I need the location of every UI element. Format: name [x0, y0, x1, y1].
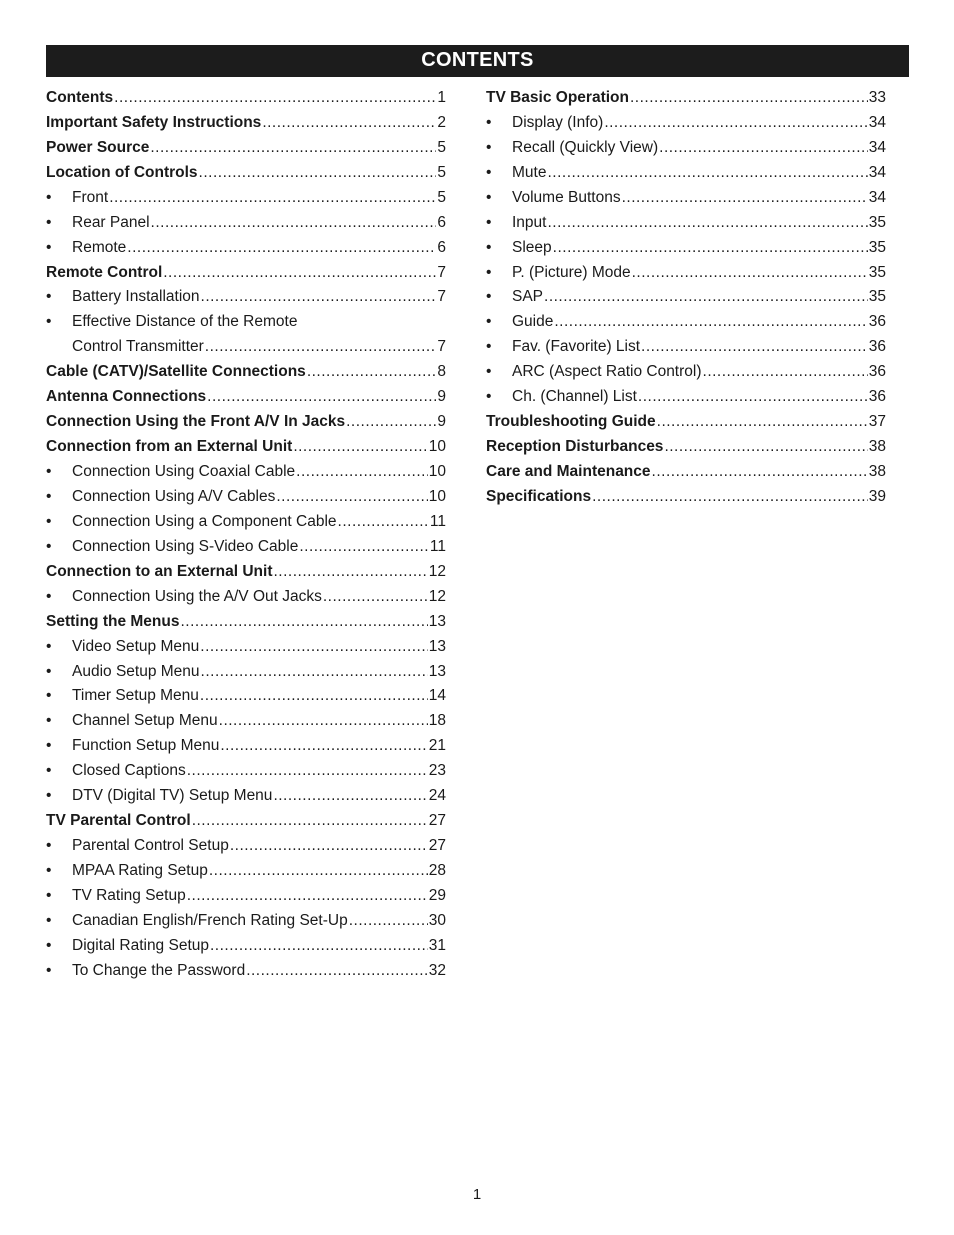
toc-label: Connection from an External Unit: [46, 438, 293, 456]
toc-subentry[interactable]: [46, 635, 446, 660]
bullet-icon: •: [46, 463, 52, 481]
dot-leader: [210, 934, 428, 959]
dot-leader: [109, 186, 436, 211]
toc-label: Front: [72, 188, 109, 206]
toc-label: Setting the Menus: [46, 612, 180, 630]
dot-leader: [544, 285, 868, 310]
toc-subentry[interactable]: [46, 335, 446, 360]
dot-leader: [199, 161, 437, 186]
toc-subentry[interactable]: [46, 934, 446, 959]
bullet-icon: •: [486, 188, 492, 206]
bullet-icon: •: [46, 911, 52, 929]
toc-subentry[interactable]: [46, 734, 446, 759]
toc-section-entry[interactable]: [486, 410, 886, 435]
toc-page-number: 14: [428, 687, 446, 705]
dot-leader: [192, 809, 428, 834]
bullet-icon: •: [486, 263, 492, 281]
toc-label: Parental Control Setup: [72, 837, 229, 855]
toc-page-number: 24: [428, 787, 446, 805]
dot-leader: [622, 186, 868, 211]
toc-label: DTV (Digital TV) Setup Menu: [72, 787, 273, 805]
toc-page-number: 23: [428, 762, 446, 780]
toc-label: Channel Setup Menu: [72, 712, 218, 730]
toc-section-entry[interactable]: [46, 385, 446, 410]
toc-subentry[interactable]: [46, 310, 446, 335]
dot-leader: [604, 111, 867, 136]
toc-page-number: 6: [437, 238, 446, 256]
toc-page-number: 32: [428, 961, 446, 979]
dot-leader: [180, 610, 427, 635]
toc-page-number: 36: [868, 338, 886, 356]
dot-leader: [219, 709, 428, 734]
bullet-icon: •: [486, 338, 492, 356]
page-number: 1: [472, 1186, 482, 1203]
dot-leader: [293, 435, 427, 460]
toc-label: ARC (Aspect Ratio Control): [512, 363, 702, 381]
bullet-icon: •: [46, 188, 52, 206]
toc-page-number: 2: [437, 113, 446, 131]
toc-page-number: 9: [437, 388, 446, 406]
toc-page-number: 29: [428, 886, 446, 904]
bullet-icon: •: [46, 862, 52, 880]
bullet-icon: •: [46, 238, 52, 256]
dot-leader: [200, 684, 428, 709]
toc-label: Sleep: [512, 238, 552, 256]
dot-leader: [187, 884, 428, 909]
toc-label: Antenna Connections: [46, 388, 207, 406]
toc-label: Remote Control: [46, 263, 163, 281]
toc-subentry[interactable]: [46, 759, 446, 784]
toc-page-number: 36: [868, 363, 886, 381]
dot-leader: [230, 834, 428, 859]
dot-leader: [246, 959, 428, 984]
toc-section-entry[interactable]: [46, 86, 446, 111]
toc-page-number: 33: [868, 88, 886, 106]
toc-page-number: 36: [868, 388, 886, 406]
toc-page-number: 31: [428, 936, 446, 954]
bullet-icon: •: [486, 238, 492, 256]
toc-label: Volume Buttons: [512, 188, 621, 206]
bullet-icon: •: [46, 587, 52, 605]
toc-page-number: 9: [437, 413, 446, 431]
toc-page-number: 27: [428, 812, 446, 830]
contents-banner: [46, 45, 909, 77]
toc-subentry[interactable]: [46, 884, 446, 909]
dot-leader: [201, 285, 437, 310]
toc-page-number: 8: [437, 363, 446, 381]
dot-leader: [641, 335, 868, 360]
bullet-icon: •: [46, 313, 52, 331]
dot-leader: [205, 335, 437, 360]
toc-page-number: 13: [428, 637, 446, 655]
dot-leader: [307, 360, 437, 385]
toc-label: Connection Using the A/V Out Jacks: [72, 587, 322, 605]
dot-leader: [209, 859, 428, 884]
dot-leader: [630, 86, 868, 111]
toc-label: Input: [512, 213, 547, 231]
dot-leader: [553, 236, 868, 261]
toc-label: Important Safety Instructions: [46, 113, 262, 131]
toc-label: Specifications: [486, 487, 592, 505]
toc-page-number: 35: [868, 263, 886, 281]
toc-page-number: 34: [868, 188, 886, 206]
toc-subentry[interactable]: [46, 660, 446, 685]
toc-page-number: 38: [868, 438, 886, 456]
toc-page-number: 10: [428, 487, 446, 505]
bullet-icon: •: [46, 886, 52, 904]
toc-label: Function Setup Menu: [72, 737, 220, 755]
toc-page-number: 11: [429, 512, 446, 530]
dot-leader: [127, 236, 436, 261]
toc-label: TV Basic Operation: [486, 88, 629, 106]
dot-leader: [703, 360, 868, 385]
toc-subentry[interactable]: [486, 335, 886, 360]
toc-label: Mute: [512, 163, 547, 181]
bullet-icon: •: [46, 637, 52, 655]
bullet-icon: •: [486, 138, 492, 156]
bullet-icon: •: [486, 288, 492, 306]
toc-section-entry[interactable]: [46, 360, 446, 385]
dot-leader: [323, 585, 428, 610]
dot-leader: [207, 385, 436, 410]
bullet-icon: •: [486, 113, 492, 131]
dot-leader: [547, 211, 867, 236]
toc-subentry[interactable]: [46, 236, 446, 261]
toc-left-column: [46, 86, 446, 984]
toc-page-number: 18: [428, 712, 446, 730]
toc-subentry[interactable]: [486, 360, 886, 385]
dot-leader: [547, 161, 867, 186]
toc-label: P. (Picture) Mode: [512, 263, 631, 281]
toc-page-number: 28: [428, 862, 446, 880]
bullet-icon: •: [46, 737, 52, 755]
dot-leader: [664, 435, 867, 460]
bullet-icon: •: [486, 213, 492, 231]
toc-label: Connection Using the Front A/V In Jacks: [46, 413, 346, 431]
toc-page-number: 7: [437, 263, 446, 281]
dot-leader: [554, 310, 867, 335]
toc-section-entry[interactable]: [486, 435, 886, 460]
toc-label: Video Setup Menu: [72, 637, 200, 655]
bullet-icon: •: [46, 787, 52, 805]
toc-label: Troubleshooting Guide: [486, 413, 656, 431]
dot-leader: [632, 261, 868, 286]
toc-section-entry[interactable]: [46, 435, 446, 460]
bullet-icon: •: [486, 388, 492, 406]
toc-page-number: 35: [868, 213, 886, 231]
dot-leader: [338, 510, 429, 535]
toc-label: Effective Distance of the Remote: [72, 313, 298, 331]
toc-subentry[interactable]: [486, 136, 886, 161]
toc-label: Cable (CATV)/Satellite Connections: [46, 363, 306, 381]
toc-label: Guide: [512, 313, 554, 331]
toc-subentry[interactable]: [486, 211, 886, 236]
bullet-icon: •: [46, 487, 52, 505]
bullet-icon: •: [46, 961, 52, 979]
toc-label: Reception Disturbances: [486, 438, 664, 456]
bullet-icon: •: [46, 936, 52, 954]
dot-leader: [200, 635, 427, 660]
toc-label: Contents: [46, 88, 114, 106]
toc-subentry[interactable]: [486, 161, 886, 186]
toc-label: Location of Controls: [46, 163, 198, 181]
dot-leader: [276, 485, 427, 510]
toc-subentry[interactable]: [486, 385, 886, 410]
toc-label: Recall (Quickly View): [512, 138, 659, 156]
toc-subentry[interactable]: [486, 286, 886, 311]
toc-subentry[interactable]: [46, 211, 446, 236]
toc-page-number: 5: [437, 188, 446, 206]
toc-subentry[interactable]: [486, 261, 886, 286]
toc-page-number: 35: [868, 238, 886, 256]
toc-page-number: 7: [437, 338, 446, 356]
toc-page-number: 34: [868, 138, 886, 156]
toc-subentry[interactable]: [46, 460, 446, 485]
toc-label: Display (Info): [512, 113, 604, 131]
toc-page-number: 36: [868, 313, 886, 331]
toc-section-entry[interactable]: [46, 261, 446, 286]
dot-leader: [114, 86, 436, 111]
dot-leader: [187, 759, 428, 784]
bullet-icon: •: [486, 163, 492, 181]
dot-leader: [201, 660, 428, 685]
dot-leader: [220, 734, 427, 759]
toc-label: Digital Rating Setup: [72, 936, 209, 954]
dot-leader: [273, 784, 427, 809]
dot-leader: [262, 111, 436, 136]
dot-leader: [349, 909, 428, 934]
toc-page-number: 35: [868, 288, 886, 306]
dot-leader: [299, 535, 429, 560]
toc-page-number: 30: [428, 911, 446, 929]
toc-page-number: 10: [428, 438, 446, 456]
toc-subentry[interactable]: [486, 236, 886, 261]
dot-leader: [151, 211, 437, 236]
toc-section-entry[interactable]: [46, 610, 446, 635]
toc-page-number: 27: [428, 837, 446, 855]
toc-label: Connection to an External Unit: [46, 562, 273, 580]
toc-label: Remote: [72, 238, 127, 256]
toc-label: Connection Using a Component Cable: [72, 512, 337, 530]
toc-section-entry[interactable]: [46, 560, 446, 585]
toc-subentry[interactable]: [46, 709, 446, 734]
toc-subentry[interactable]: [486, 186, 886, 211]
toc-page-number: 13: [428, 612, 446, 630]
toc-label: Control Transmitter: [72, 338, 204, 356]
dot-leader: [273, 560, 427, 585]
toc-section-entry[interactable]: [46, 161, 446, 186]
toc-section-entry[interactable]: [46, 410, 446, 435]
toc-page-number: 5: [437, 138, 446, 156]
dot-leader: [657, 410, 868, 435]
dot-leader: [659, 136, 868, 161]
toc-label: Connection Using S-Video Cable: [72, 537, 299, 555]
toc-page-number: 12: [428, 562, 446, 580]
bullet-icon: •: [486, 363, 492, 381]
toc-label: Connection Using A/V Cables: [72, 487, 276, 505]
toc-subentry[interactable]: [486, 111, 886, 136]
toc-subentry[interactable]: [46, 859, 446, 884]
toc-page-number: 11: [429, 537, 446, 555]
toc-section-entry[interactable]: [46, 136, 446, 161]
toc-subentry[interactable]: [46, 834, 446, 859]
toc-section-entry[interactable]: [486, 485, 886, 510]
toc-label: TV Parental Control: [46, 812, 191, 830]
toc-page-number: 38: [868, 463, 886, 481]
toc-page-number: 6: [437, 213, 446, 231]
toc-label: Care and Maintenance: [486, 463, 651, 481]
toc-label: MPAA Rating Setup: [72, 862, 208, 880]
toc-page-number: 21: [428, 737, 446, 755]
dot-leader: [592, 485, 868, 510]
toc-page-number: 34: [868, 163, 886, 181]
toc-label: Power Source: [46, 138, 150, 156]
toc-page-number: 39: [868, 487, 886, 505]
toc-subentry[interactable]: [486, 310, 886, 335]
toc-subentry[interactable]: [46, 510, 446, 535]
toc-page-number: 12: [428, 587, 446, 605]
dot-leader: [652, 460, 868, 485]
dot-leader: [296, 460, 428, 485]
toc-label: To Change the Password: [72, 961, 246, 979]
dot-leader: [163, 261, 436, 286]
bullet-icon: •: [46, 537, 52, 555]
toc-label: SAP: [512, 288, 544, 306]
toc-label: Battery Installation: [72, 288, 200, 306]
bullet-icon: •: [46, 712, 52, 730]
bullet-icon: •: [46, 762, 52, 780]
toc-subentry[interactable]: [46, 485, 446, 510]
toc-label: Timer Setup Menu: [72, 687, 199, 705]
toc-page-number: 34: [868, 113, 886, 131]
dot-leader: [150, 136, 436, 161]
page-title: CONTENTS: [421, 49, 534, 71]
toc-label: Canadian English/French Rating Set-Up: [72, 911, 348, 929]
bullet-icon: •: [46, 213, 52, 231]
toc-page-number: 1: [437, 88, 446, 106]
bullet-icon: •: [46, 512, 52, 530]
toc-subentry[interactable]: [46, 784, 446, 809]
toc-subentry[interactable]: [46, 685, 446, 710]
toc-label: Fav. (Favorite) List: [512, 338, 641, 356]
toc-section-entry[interactable]: [486, 460, 886, 485]
bullet-icon: •: [46, 837, 52, 855]
toc-subentry[interactable]: [46, 535, 446, 560]
toc-label: Audio Setup Menu: [72, 662, 200, 680]
toc-subentry[interactable]: [46, 286, 446, 311]
toc-page-number: 37: [868, 413, 886, 431]
toc-right-column: [486, 86, 886, 510]
toc-subentry[interactable]: [46, 186, 446, 211]
toc-section-entry[interactable]: [46, 809, 446, 834]
toc-label: Closed Captions: [72, 762, 186, 780]
toc-subentry[interactable]: [46, 585, 446, 610]
dot-leader: [346, 410, 436, 435]
toc-label: Rear Panel: [72, 213, 150, 231]
bullet-icon: •: [46, 687, 52, 705]
bullet-icon: •: [486, 313, 492, 331]
toc-page-number: 13: [428, 662, 446, 680]
toc-page-number: 10: [428, 463, 446, 481]
toc-section-entry[interactable]: [486, 86, 886, 111]
toc-subentry[interactable]: [46, 959, 446, 984]
toc-subentry[interactable]: [46, 909, 446, 934]
toc-page-number: 5: [437, 163, 446, 181]
toc-section-entry[interactable]: [46, 111, 446, 136]
toc-page-number: 7: [437, 288, 446, 306]
bullet-icon: •: [46, 288, 52, 306]
toc-label: Ch. (Channel) List: [512, 388, 637, 406]
dot-leader: [638, 385, 868, 410]
toc-label: Connection Using Coaxial Cable: [72, 463, 296, 481]
toc-label: TV Rating Setup: [72, 886, 186, 904]
bullet-icon: •: [46, 662, 52, 680]
